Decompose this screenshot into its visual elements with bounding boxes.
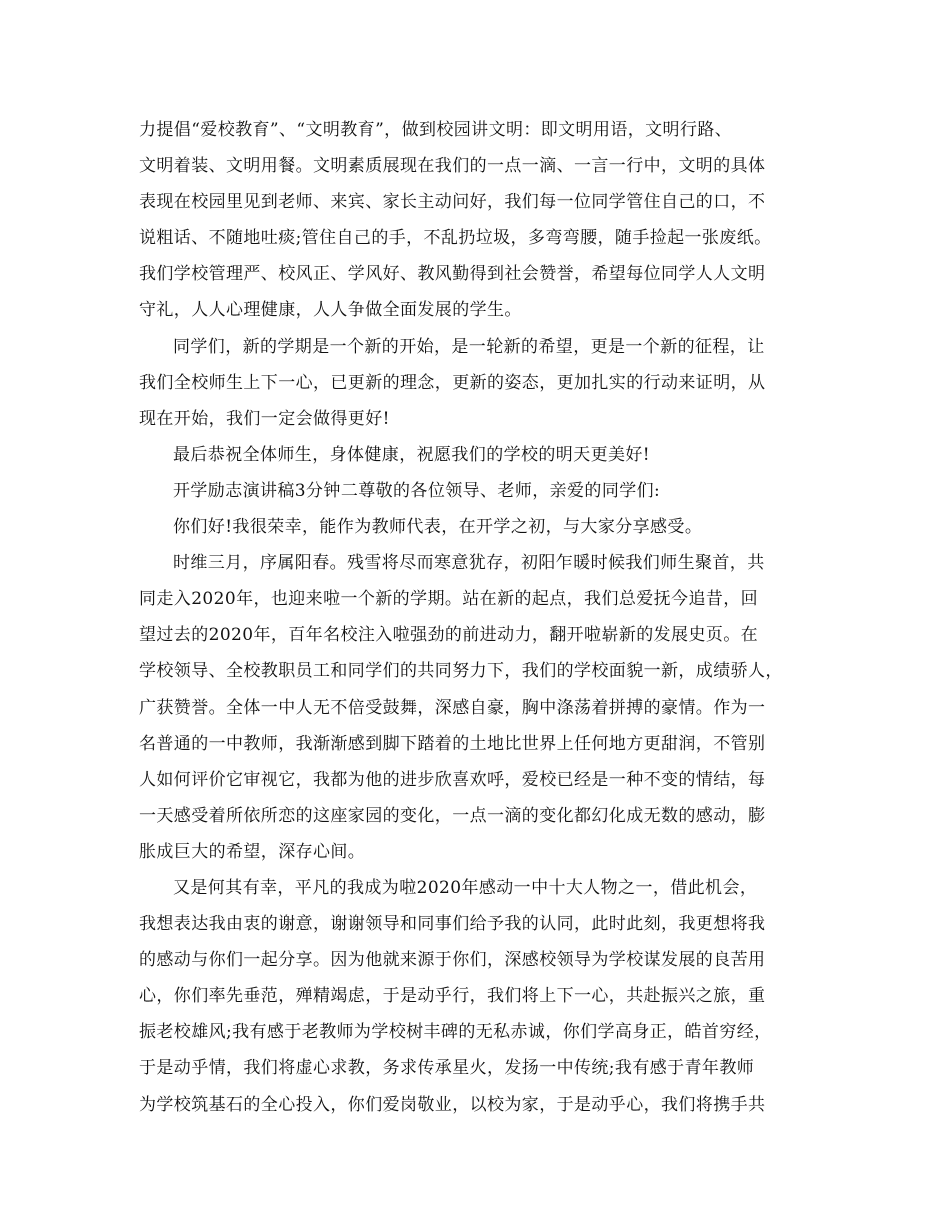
document-body <box>139 112 819 1123</box>
text-line: 说粗话、不随地吐痰;管住自己的手，不乱扔垃圾，多弯弯腰，随手捡起一张废纸。 <box>139 228 772 249</box>
text-line: 名普通的一中教师，我渐渐感到脚下踏着的土地比世界上任何地方更甜润，不管别 <box>139 733 766 754</box>
text-line: 现在开始，我们一定会做得更好! <box>139 408 390 429</box>
text-line: 人如何评价它审视它，我都为他的进步欣喜欢呼，爱校已经是一种不变的情结，每 <box>139 769 766 790</box>
text-line: 我想表达我由衷的谢意，谢谢领导和同事们给予我的认同，此时此刻，我更想将我 <box>139 914 766 935</box>
text-line: 心，你们率先垂范，殚精竭虑，于是动乎行，我们将上下一心，共赴振兴之旅，重 <box>139 986 766 1007</box>
text-line: 于是动乎情，我们将虚心求教，务求传承星火，发扬一中传统;我有感于青年教师 <box>139 1058 755 1079</box>
text-line: 一天感受着所依所恋的这座家园的变化，一点一滴的变化都幻化成无数的感动，膨 <box>139 805 766 826</box>
paragraph-start-line: 你们好!我很荣幸，能作为教师代表，在开学之初，与大家分享感受。 <box>173 517 703 538</box>
text-line: 胀成巨大的希望，深存心间。 <box>139 841 366 862</box>
text-line: 望过去的2020年，百年名校注入啦强劲的前进动力，翻开啦崭新的发展史页。在 <box>139 625 759 646</box>
paragraph-start-line: 又是何其有幸，平凡的我成为啦2020年感动一中十大人物之一，借此机会， <box>173 877 758 898</box>
text-line: 守礼，人人心理健康，人人争做全面发展的学生。 <box>139 300 522 321</box>
text-line: 同走入2020年，也迎来啦一个新的学期。站在新的起点，我们总爱抚今追昔，回 <box>139 589 759 610</box>
text-line: 我们全校师生上下一心，已更新的理念，更新的姿态，更加扎实的行动来证明，从 <box>139 372 766 393</box>
paragraph-start-line: 开学励志演讲稿3分钟二尊敬的各位领导、老师，亲爱的同学们: <box>173 480 661 501</box>
paragraph-start-line: 最后恭祝全体师生，身体健康，祝愿我们的学校的明天更美好! <box>173 444 651 465</box>
text-line: 力提倡“爱校教育”、“文明教育”，做到校园讲文明：即文明用语，文明行路、 <box>139 120 733 140</box>
text-line: 我们学校管理严、校风正、学风好、教风勤得到社会赞誉，希望每位同学人人文明 <box>139 264 766 285</box>
text-line: 学校领导、全校教职员工和同学们的共同努力下，我们的学校面貌一新，成绩骄人， <box>139 661 783 682</box>
text-line: 的感动与你们一起分享。因为他就来源于你们，深感校领导为学校谋发展的良苦用 <box>139 950 766 971</box>
paragraph-start-line: 同学们，新的学期是一个新的开始，是一轮新的希望，更是一个新的征程，让 <box>173 336 765 357</box>
text-line: 表现在校园里见到老师、来宾、家长主动问好，我们每一位同学管住自己的口，不 <box>139 192 766 213</box>
paragraph-start-line: 时维三月，序属阳春。残雪将尽而寒意犹存，初阳乍暖时候我们师生聚首，共 <box>173 553 765 574</box>
text-line: 文明着装、文明用餐。文明素质展现在我们的一点一滴、一言一行中，文明的具体 <box>139 156 766 177</box>
text-line: 为学校筑基石的全心投入，你们爱岗敬业，以校为家，于是动乎心，我们将携手共 <box>139 1094 766 1115</box>
text-line: 广获赞誉。全体一中人无不倍受鼓舞，深感自豪，胸中涤荡着拼搏的豪情。作为一 <box>139 697 766 718</box>
text-line: 振老校雄风;我有感于老教师为学校树丰碑的无私赤诚，你们学高身正，皓首穷经， <box>139 1022 772 1043</box>
